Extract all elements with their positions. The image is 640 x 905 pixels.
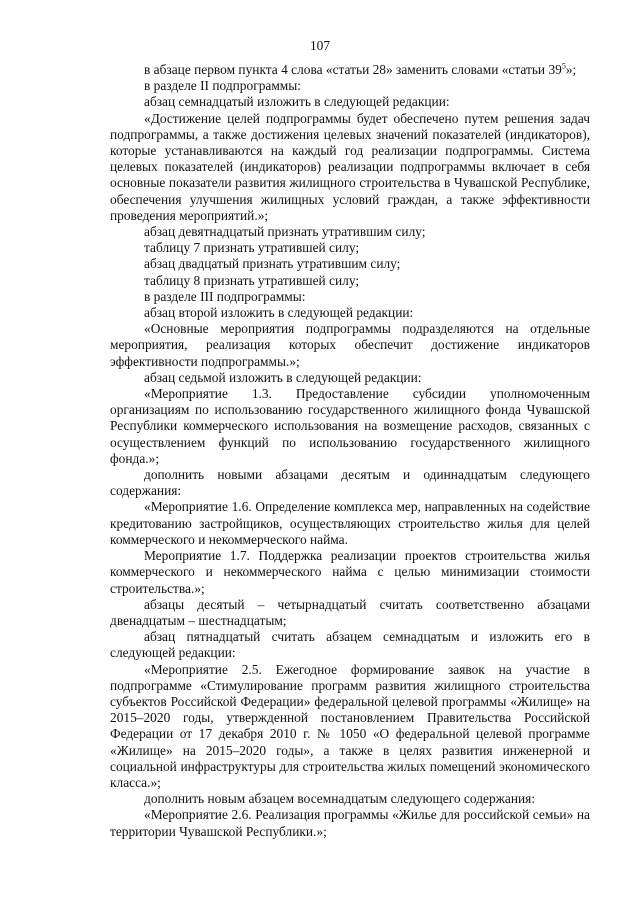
paragraph: абзац семнадцатый изложить в следующей редакции: — [144, 94, 450, 110]
paragraph: в разделе III подпрограммы: — [144, 288, 306, 304]
paragraph: «Мероприятие 1.6. Определение комплекса мер, направленных на содействие кредитованию застройщиков, осуществляющих строительство жилья для целей коммерческого и некоммерческого найма. — [110, 499, 590, 547]
paragraph: таблицу 8 признать утратившей силу; — [144, 272, 360, 288]
paragraph: абзац пятнадцатый считать абзацем семнадцатым и изложить его в следующей редакции: — [110, 629, 590, 661]
paragraph: абзац второй изложить в следующей редакции: — [144, 305, 414, 321]
paragraph: «Достижение целей подпрограммы будет обеспечено путем решения задач подпрограммы, а также достижения целевых значений показателей (индикаторов), которые устанавливаются на каждый год реализации подпрограммы. Система целевых показателей (индикаторов) реализации подпрограммы включает в себя основные показатели развития жилищного строительства в Чувашской Республике, обеспечения улучшения жилищных условий граждан, а также эффективности проведения мероприятий.»; — [110, 110, 590, 223]
paragraph: дополнить новыми абзацами десятым и одиннадцатым следующего содержания: — [110, 467, 590, 499]
paragraph: абзац двадцатый признать утратившим силу; — [144, 256, 401, 272]
paragraph: «Мероприятие 2.6. Реализация программы «Жилье для российской семьи» на территории Чувашской Республики.»; — [110, 807, 590, 839]
paragraph: «Основные мероприятия подпрограммы подразделяются на отдельные мероприятия, реализация которых обеспечит достижение индикаторов эффективности подпрограммы.»; — [110, 321, 590, 369]
paragraph-text: »; — [565, 62, 577, 77]
paragraph-text: в абзаце первом пункта 4 слова «статьи 28» заменить словами «статьи 39 — [144, 62, 562, 77]
paragraph: в разделе II подпрограммы: — [144, 78, 301, 94]
page-number: 107 — [309, 38, 331, 53]
paragraph: «Мероприятие 1.3. Предоставление субсидии уполномоченным организациям по использованию государственного жилищного фонда Чувашской Республики коммерческого использования на возмещение расходов, связанных с осуществлением функций по использованию государственного жилищного фонда.»; — [110, 386, 590, 466]
paragraph: «Мероприятие 2.5. Ежегодное формирование заявок на участие в подпрограмме «Стимулирование программ развития жилищного строительства субъектов Российской Федерации» федеральной целевой программы «Жилище» на 2015–2020 годы, утвержденной постановлением Правительства Российской Федерации от 17 декабря 2010 г. № 1050 «О федеральной целевой программе «Жилище» на 2015–2020 годы», а также в целях развития инженерной и социальной инфраструктуры для строительства жилых помещений экономического класса.»; — [110, 661, 590, 790]
paragraph: абзацы десятый – четырнадцатый считать соответственно абзацами двенадцатым – шестнадцатым; — [110, 596, 590, 628]
paragraph — [110, 62, 590, 78]
paragraph: дополнить новым абзацем восемнадцатым следующего содержания: — [144, 791, 536, 807]
paragraph: Мероприятие 1.7. Поддержка реализации проектов строительства жилья коммерческого и некоммерческого найма с целью минимизации стоимости строительства.»; — [110, 548, 590, 596]
superscript: 5 — [561, 61, 566, 71]
paragraph: абзац девятнадцатый признать утратившим силу; — [144, 224, 426, 240]
paragraph: таблицу 7 признать утратившей силу; — [144, 240, 360, 256]
document-body — [110, 62, 590, 840]
paragraph: абзац седьмой изложить в следующей редакции: — [144, 369, 422, 385]
